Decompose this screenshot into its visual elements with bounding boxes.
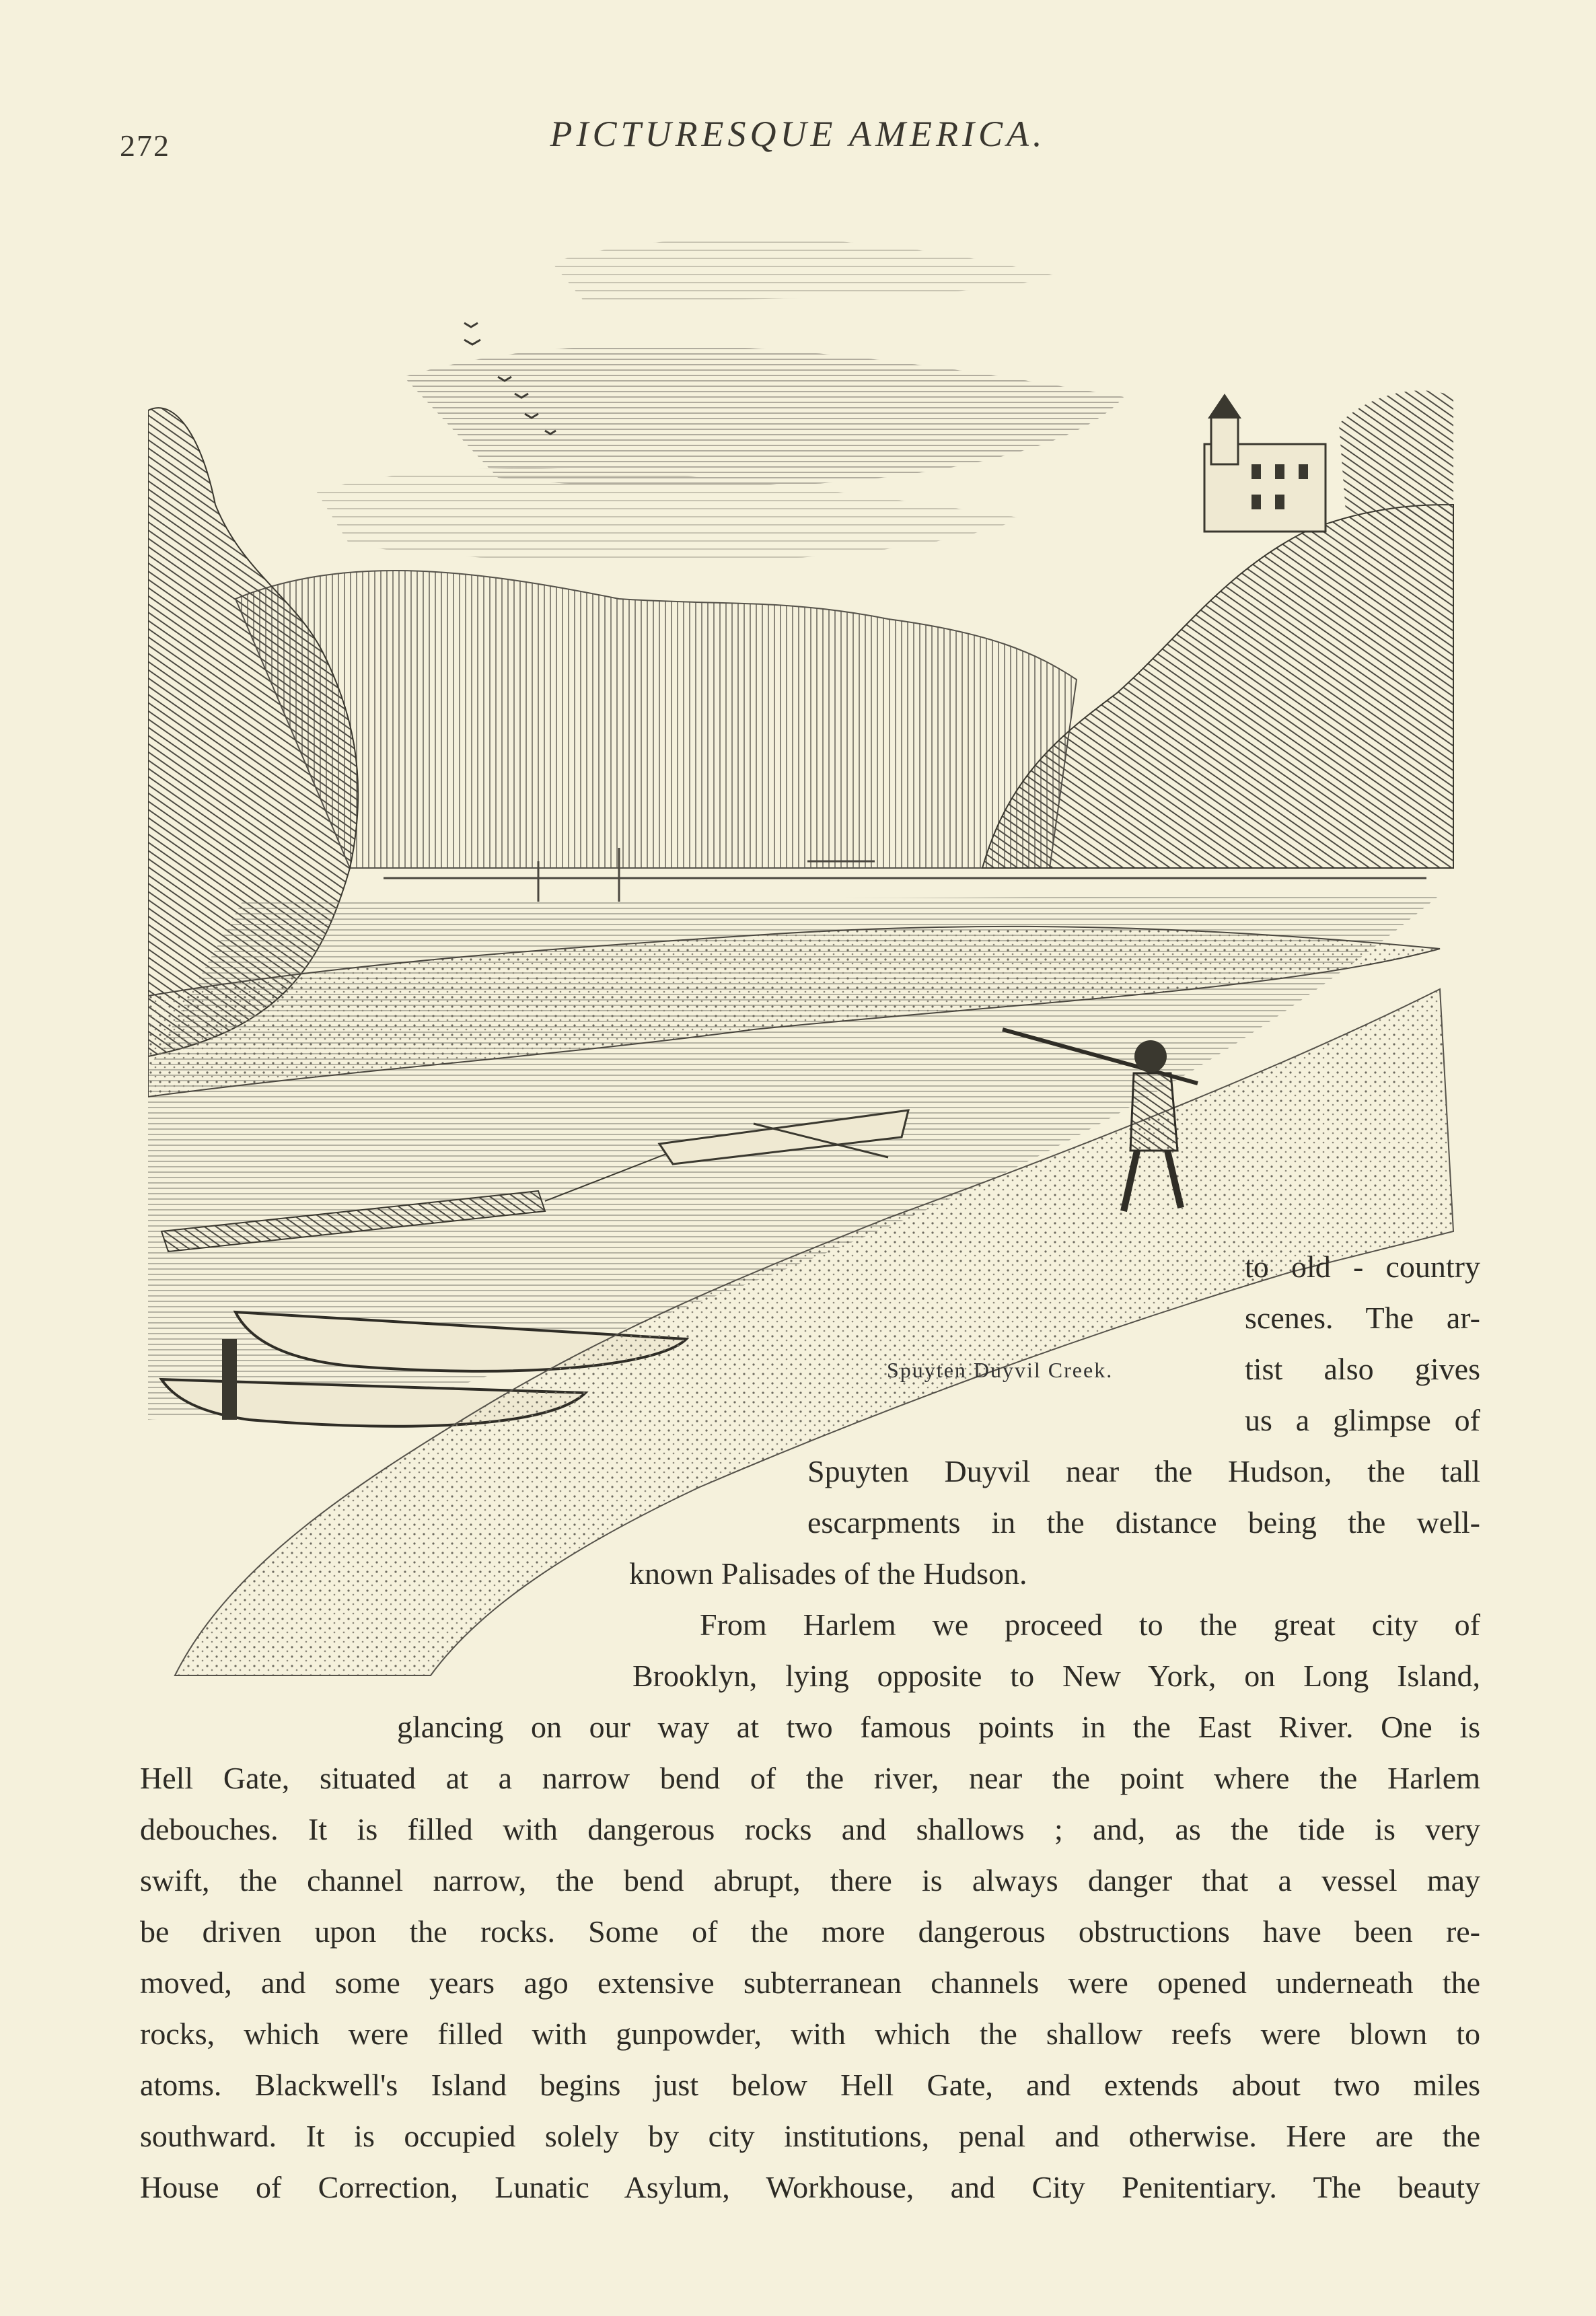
text-line: Brooklyn, lying opposite to New York, on Long Island, [632, 1659, 1480, 1693]
page-number: 272 [120, 129, 170, 163]
sky-clouds [316, 238, 1124, 563]
text-line: escarpments in the distance being the well- [807, 1505, 1480, 1540]
text-line: House of Correction, Lunatic Asylum, Workhouse, and City Penitentiary. The beauty [140, 2170, 1480, 2204]
illustration-caption: Spuyten Duyvil Creek. [887, 1358, 1114, 1382]
text-line: be driven upon the rocks. Some of the more dangerous obstructions have been re- [140, 1914, 1480, 1949]
text-line: moved, and some years ago extensive subterranean channels were opened underneath the [140, 1965, 1480, 2000]
text-line: Spuyten Duyvil near the Hudson, the tall [807, 1454, 1480, 1488]
text-line: Hell Gate, situated at a narrow bend of the river, near the point where the Harlem [140, 1761, 1480, 1795]
text-line: us a glimpse of [1245, 1403, 1480, 1437]
palisades-cliffs [235, 571, 1077, 868]
castle-hill [982, 390, 1453, 868]
text-line: debouches. It is filled with dangerous rocks and shallows ; and, as the tide is very [140, 1812, 1480, 1846]
text-line: From Harlem we proceed to the great city of [700, 1607, 1480, 1642]
text-line: tist also gives [1245, 1352, 1480, 1386]
text-line: to old - country [1245, 1250, 1480, 1284]
text-line: glancing on our way at two famous points in the East River. One is [397, 1710, 1480, 1744]
text-line: scenes. The ar- [1245, 1301, 1480, 1335]
text-line: swift, the channel narrow, the bend abrupt, there is always danger that a vessel may [140, 1863, 1480, 1897]
text-line: atoms. Blackwell's Island begins just below Hell Gate, and extends about two miles [140, 2068, 1480, 2102]
text-line: known Palisades of the Hudson. [629, 1556, 1027, 1591]
running-title: PICTURESQUE AMERICA. [550, 114, 1046, 154]
text-line: southward. It is occupied solely by city institutions, penal and otherwise. Here are the [140, 2119, 1480, 2153]
text-line: rocks, which were filled with gunpowder, with which the shallow reefs were blown to [140, 2017, 1480, 2051]
